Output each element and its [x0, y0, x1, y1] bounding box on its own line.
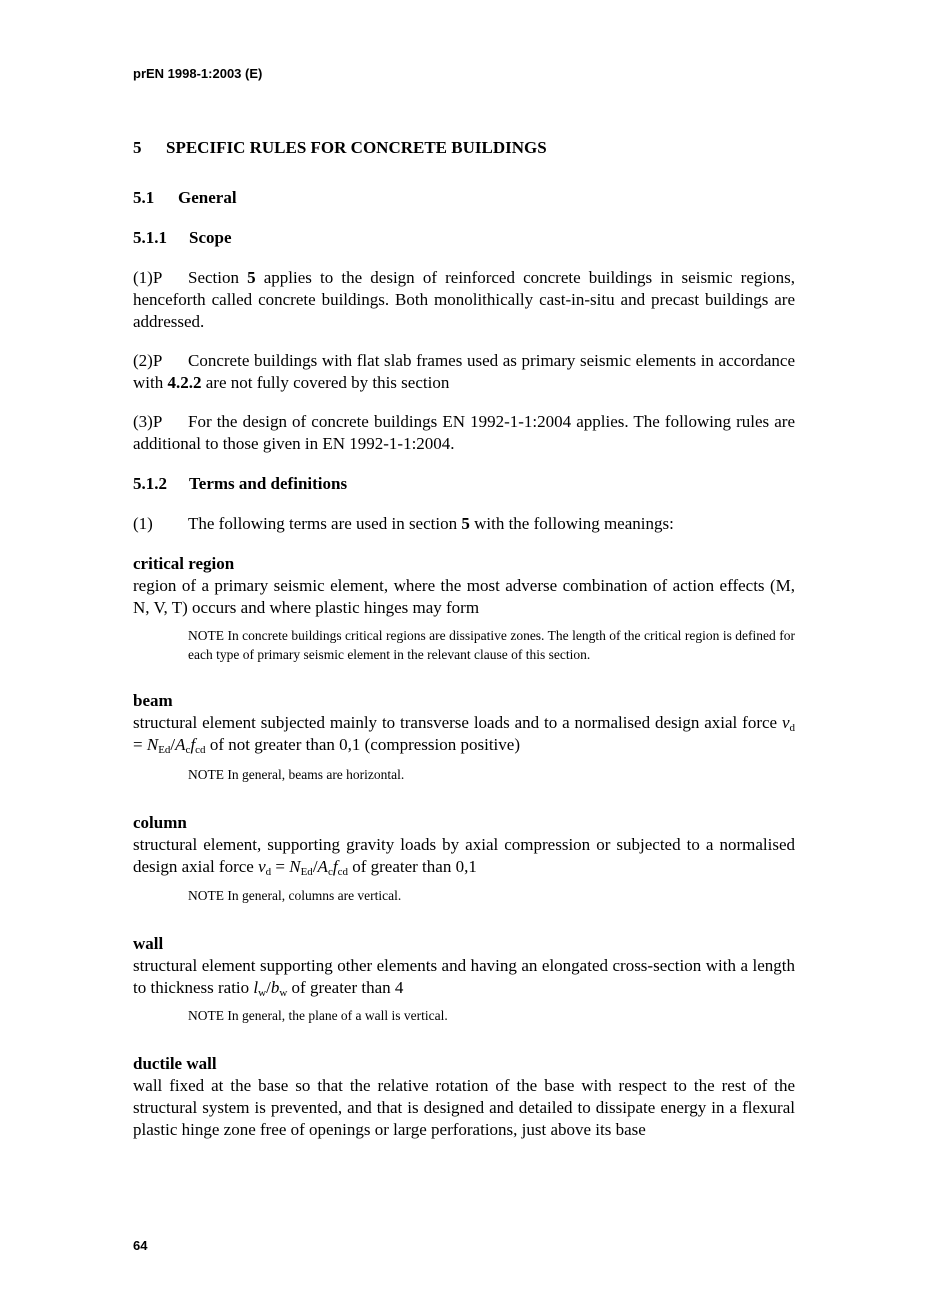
note-column: NOTE In general, columns are vertical.: [188, 888, 402, 903]
subsection-title: Terms and definitions: [189, 474, 348, 493]
term-title: wall: [133, 934, 164, 953]
subsection-number: 5.1.2: [133, 474, 167, 493]
paragraph-number: (1)P: [133, 268, 163, 287]
term-title: critical region: [133, 554, 235, 573]
subsection-number: 5.1.1: [133, 228, 167, 247]
formula-nu-d: $\nu_d = N_{Ed}/A_cf_{cd}$: [133, 713, 795, 756]
term-title: ductile wall: [133, 1054, 217, 1073]
term-definition: structural element supporting other elements and having an elongated cross-section with a length to thickness ratio: [133, 956, 795, 997]
subsection-heading-general: [133, 187, 795, 209]
term-beam: beam structural element subjected mainly to transverse loads and to a normalised design axial force $\nu_d = N_{Ed}/A_cf_{cd}$ of not greater than 0,1 (compression positive): [133, 691, 795, 756]
page-header: prEN 1998-1:2003 (E): [133, 66, 263, 81]
paragraph-1: (1) The following terms are used in section 5 with the following meanings:: [133, 514, 674, 533]
term-definition: structural element subjected mainly to transverse loads and to a normalised design axial force: [133, 713, 782, 732]
subsection-heading-scope: [133, 227, 795, 249]
term-critical-region: [133, 553, 795, 619]
term-definition: region of a primary seismic element, where the most adverse combination of action effects (M, N, V, T) occurs and where plastic hinges may form: [133, 576, 795, 617]
paragraph-1p: (1)P Section 5 applies to the design of reinforced concrete buildings in seismic regions, henceforth called concrete buildings. Both monolithically cast-in-situ and precast buildings are addressed.: [133, 268, 795, 331]
term-definition: wall fixed at the base so that the relative rotation of the base with respect to the rest of the structural system is prevented, and that is designed and detailed to dissipate energy in a flexural plastic hinge zone free of openings or large perforations, just above its base: [133, 1076, 795, 1139]
subsection-title: Scope: [189, 228, 232, 247]
subsection-number: 5.1: [133, 188, 155, 207]
formula-nu-d: $\nu_d = N_{Ed}/A_cf_{cd}$: [258, 857, 348, 878]
page-number: 64: [133, 1238, 148, 1253]
term-column: column structural element, supporting gravity loads by axial compression or subjected to a normalised design axial force $\nu_d = N_{Ed}/A_cf_{cd}$ of greater than 0,1: [133, 813, 795, 878]
paragraph-3p: (3)P For the design of concrete buildings EN 1992-1-1:2004 applies. The following rules are additional to those given in EN 1992-1-1:2004.: [133, 412, 795, 453]
note-wall: NOTE In general, the plane of a wall is vertical.: [188, 1008, 448, 1023]
subsection-title: General: [178, 188, 237, 207]
subsection-heading-terms: [133, 473, 795, 495]
term-ductile-wall: [133, 1053, 795, 1141]
term-title: column: [133, 813, 187, 832]
section-title: SPECIFIC RULES FOR CONCRETE BUILDINGS: [166, 138, 547, 157]
paragraph-2p: (2)P Concrete buildings with flat slab frames used as primary seismic elements in accordance with 4.2.2 are not fully covered by this section: [133, 351, 795, 392]
term-title: beam: [133, 691, 173, 710]
term-wall: wall structural element supporting other elements and having an elongated cross-section with a length to thickness ratio $l_w/b_w$ of greater than 4: [133, 934, 795, 999]
note-beam: NOTE In general, beams are horizontal.: [188, 767, 405, 782]
paragraph-number: (3)P: [133, 412, 163, 431]
term-definition: structural element, supporting gravity loads by axial compression or subjected to a normalised design axial force: [133, 835, 795, 876]
paragraph-number: (1): [133, 514, 153, 533]
section-number: 5: [133, 138, 142, 157]
paragraph-number: (2)P: [133, 351, 163, 370]
section-heading: [133, 137, 795, 159]
document-page: [133, 0, 795, 1309]
formula-lw-bw: $l_w/b_w$: [253, 978, 288, 999]
note-critical-region: NOTE In concrete buildings critical regions are dissipative zones. The length of the critical region is defined for each type of primary seismic element in the relevant clause of this section.: [188, 628, 795, 662]
